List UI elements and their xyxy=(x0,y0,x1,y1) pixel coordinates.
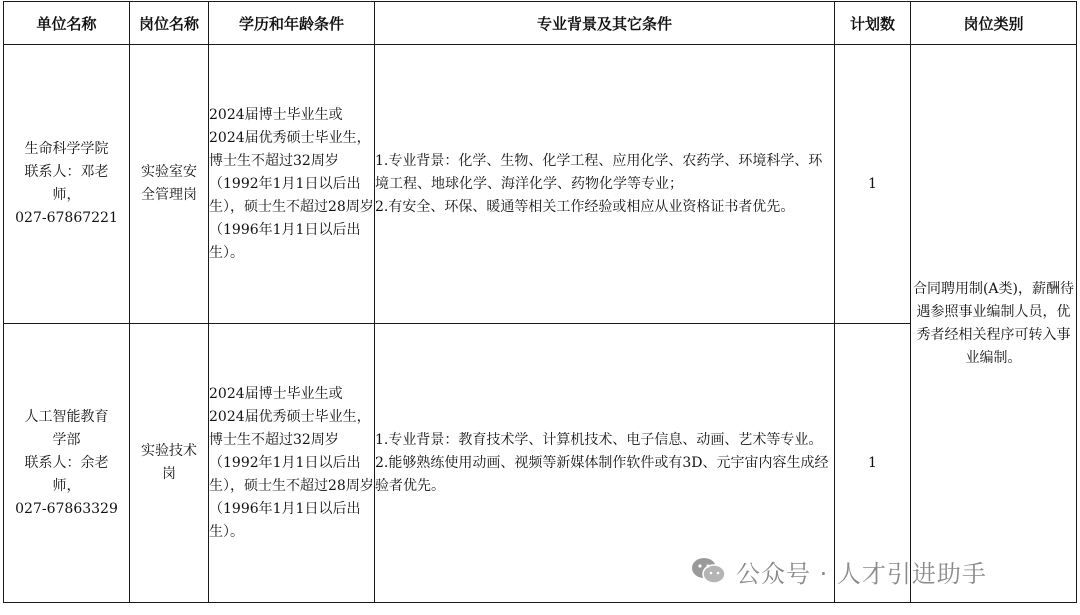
header-unit: 单位名称 xyxy=(4,2,130,45)
table-header-row xyxy=(4,2,1077,45)
unit-cell xyxy=(4,324,130,603)
wechat-icon xyxy=(690,556,728,586)
unit-contact-title: 师， xyxy=(52,477,81,494)
plan-cell: 1 xyxy=(835,45,911,324)
watermark-text: 公众号 · 人才引进助手 xyxy=(736,559,987,588)
education-cell: 2024届博士毕业生或2024届优秀硕士毕业生，博士生不超过32周岁（1992年1月1日以后出生），硕士生不超过28周岁（1996年1月1日以后出生）。 xyxy=(209,45,375,324)
plan-cell: 1 xyxy=(835,324,911,603)
unit-contact: 联系人：邓老 xyxy=(24,164,109,180)
header-category: 岗位类别 xyxy=(911,2,1077,45)
specialty-cell xyxy=(375,45,835,324)
unit-name: 生命科学学院 xyxy=(24,141,109,157)
post-cell xyxy=(130,45,209,324)
watermark xyxy=(690,553,987,589)
unit-phone: 027-67863329 xyxy=(15,500,118,517)
post-cell xyxy=(130,324,209,603)
category-cell: 合同聘用制(A类)，薪酬待遇参照事业编制人员，优秀者经相关程序可转入事业编制。 xyxy=(911,45,1077,603)
header-specialty: 专业背景及其它条件 xyxy=(375,2,835,45)
specialty-item: 2.有安全、环保、暖通等相关工作经验或相应从业资格证书者优先。 xyxy=(375,198,795,215)
post-name-line: 实验技术 xyxy=(141,443,197,459)
specialty-item: 1.专业背景：化学、生物、化学工程、应用化学、农药学、环境科学、环境工程、地球化学、海洋化学、药物化学等专业； xyxy=(375,152,823,192)
post-name-line: 实验室安 xyxy=(141,164,197,180)
unit-name: 人工智能教育 xyxy=(24,408,109,425)
unit-contact: 联系人：余老 xyxy=(24,454,109,471)
post-name-line: 岗 xyxy=(162,466,176,482)
unit-name-cont: 学部 xyxy=(52,431,81,448)
post-name-line: 全管理岗 xyxy=(141,187,197,203)
unit-contact-title: 师， xyxy=(52,187,81,203)
header-plan: 计划数 xyxy=(835,2,911,45)
specialty-item: 2.能够熟练使用动画、视频等新媒体制作软件或有3D、元宇宙内容生成经验者优先。 xyxy=(375,454,829,494)
education-cell: 2024届博士毕业生或2024届优秀硕士毕业生，博士生不超过32周岁（1992年1月1日以后出生），硕士生不超过28周岁（1996年1月1日以后出生）。 xyxy=(209,324,375,603)
job-table xyxy=(3,1,1077,603)
unit-phone: 027-67867221 xyxy=(15,210,118,226)
unit-cell xyxy=(4,45,130,324)
specialty-item: 1.专业背景：教育技术学、计算机技术、电子信息、动画、艺术等专业。 xyxy=(375,431,823,448)
table-row xyxy=(4,45,1077,324)
header-post: 岗位名称 xyxy=(130,2,209,45)
header-education: 学历和年龄条件 xyxy=(209,2,375,45)
